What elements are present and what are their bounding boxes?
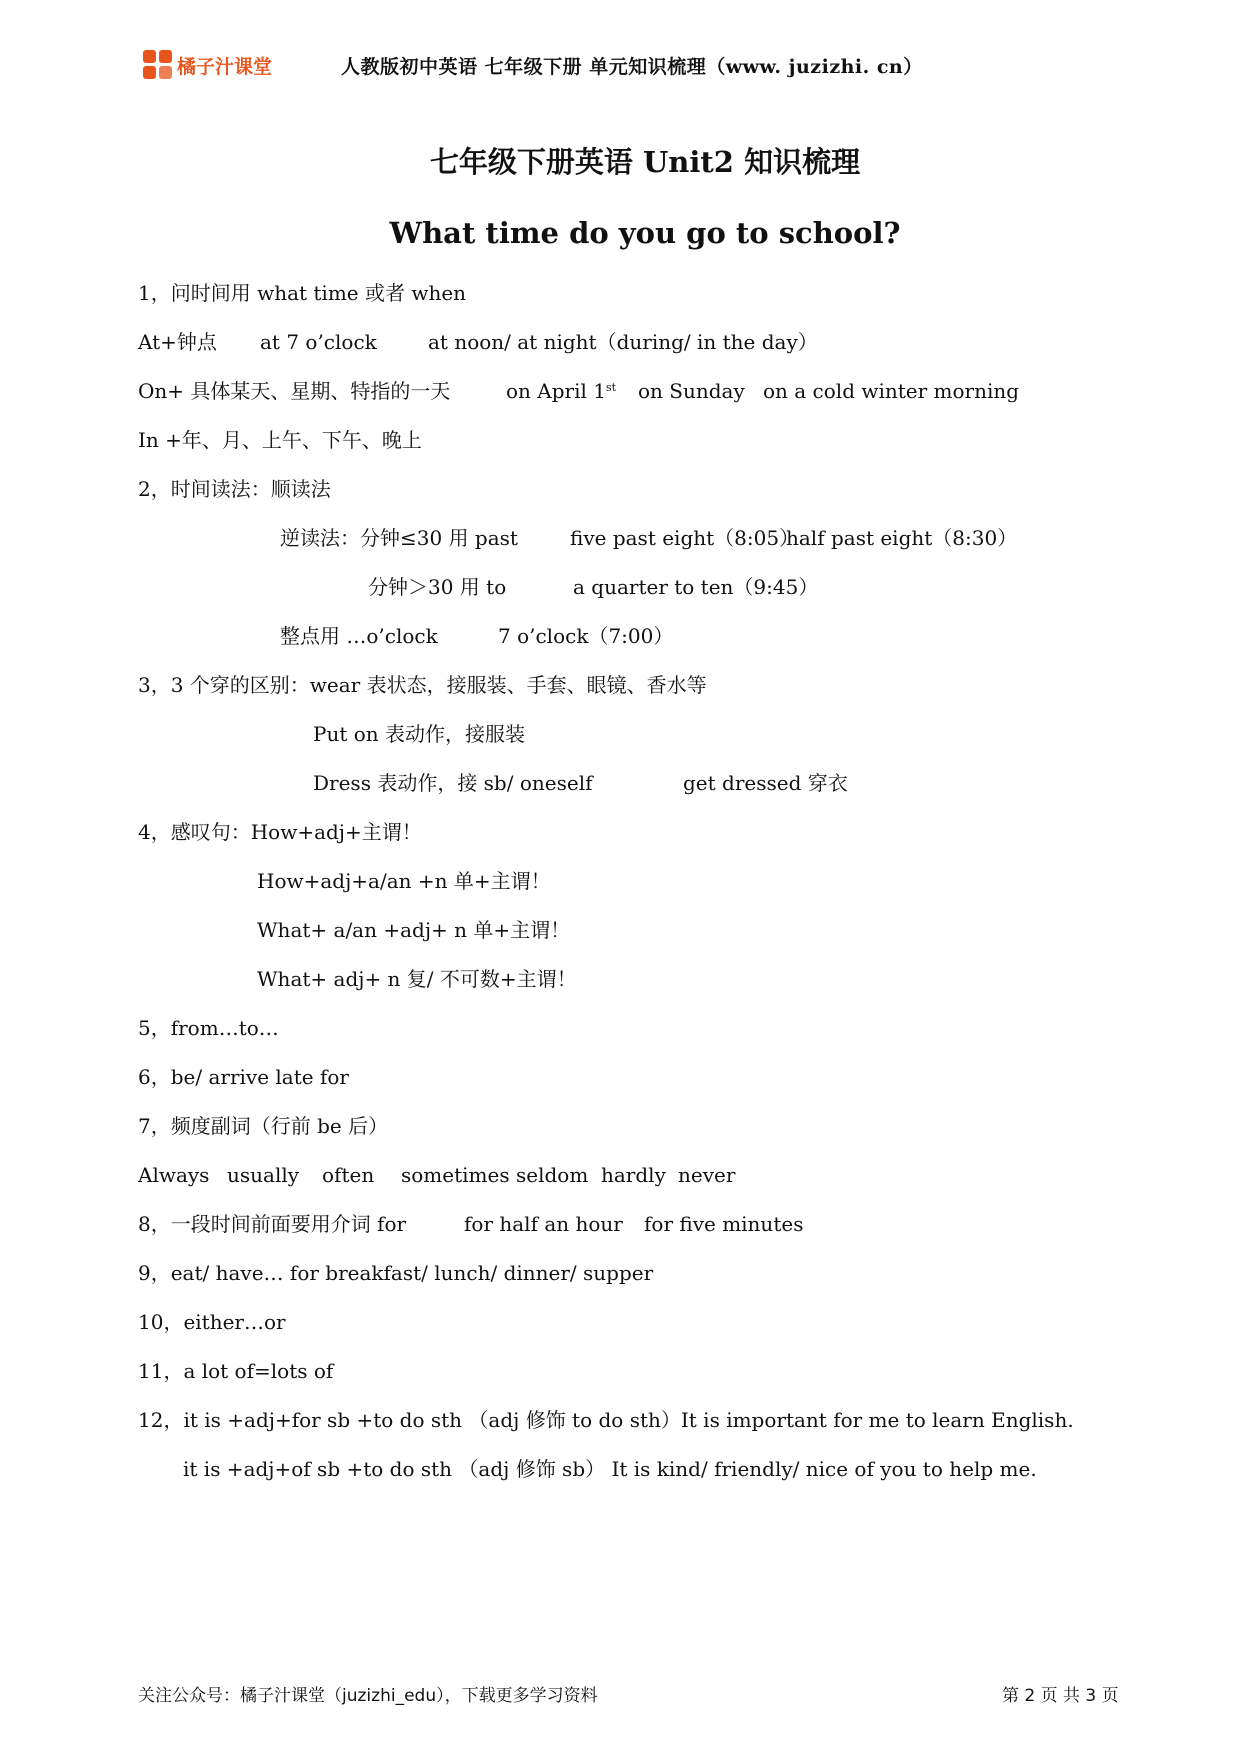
item-1: 1，问时间用 what time 或者 when bbox=[138, 281, 467, 305]
to-example: a quarter to ten（9:45） bbox=[573, 575, 819, 599]
item-11: 11，a lot of=lots of bbox=[138, 1359, 334, 1383]
item-2: 2，时间读法：顺读法 bbox=[138, 477, 331, 501]
adverb: usually bbox=[227, 1163, 300, 1187]
item-9: 9，eat/ have… for breakfast/ lunch/ dinner/ supper bbox=[138, 1261, 654, 1285]
reverse-rule: 逆读法：分钟≤30 用 past bbox=[280, 526, 518, 550]
exclamation-2: How+adj+a/an +n 单+主谓！ bbox=[257, 869, 551, 893]
for-example-2: for five minutes bbox=[644, 1212, 804, 1236]
on-example-3: on a cold winter morning bbox=[763, 379, 1020, 403]
item-in-line: In +年、月、上午、下午、晚上 bbox=[138, 428, 422, 452]
item-7: 7，频度副词（行前 be 后） bbox=[138, 1114, 389, 1138]
page-number: 第 2 页 共 3 页 bbox=[1002, 1686, 1119, 1706]
on-example-1-text: on April 1 bbox=[506, 379, 606, 403]
page-subtitle: What time do you go to school? bbox=[389, 216, 901, 250]
adverb: often bbox=[322, 1163, 375, 1187]
on-example-2: on Sunday bbox=[638, 379, 745, 403]
to-rule: 分钟＞30 用 to bbox=[368, 575, 507, 599]
at-example-1: at 7 o’clock bbox=[260, 330, 377, 354]
adverb: Always bbox=[138, 1163, 210, 1187]
at-example-2: at noon/ at night（during/ in the day） bbox=[428, 330, 818, 354]
at-rule: At+钟点 bbox=[138, 330, 217, 354]
on-rule: On+ 具体某天、星期、特指的一天 bbox=[138, 379, 451, 403]
for-rule: 8，一段时间前面要用介词 for bbox=[138, 1212, 407, 1236]
item-10: 10，either…or bbox=[138, 1310, 286, 1334]
logo bbox=[143, 48, 275, 84]
on-example-1 bbox=[506, 378, 616, 404]
oclock-rule: 整点用 …o’clock bbox=[280, 624, 438, 648]
item-5: 5，from…to… bbox=[138, 1016, 279, 1040]
exclamation-3: What+ a/an +adj+ n 单+主谓！ bbox=[257, 918, 571, 942]
on-example-1-sup: st bbox=[605, 381, 617, 394]
adverb: hardly bbox=[601, 1163, 666, 1187]
adverb: sometimes bbox=[401, 1163, 510, 1187]
adverb: never bbox=[678, 1163, 736, 1187]
reverse-example-2: half past eight（8:30） bbox=[786, 526, 1018, 550]
dress-rule: Dress 表动作，接 sb/ oneself bbox=[313, 771, 593, 795]
reverse-example-1: five past eight（8:05） bbox=[570, 526, 800, 550]
page-title: 七年级下册英语 Unit2 知识梳理 bbox=[429, 145, 861, 179]
header-title: 人教版初中英语 七年级下册 单元知识梳理（www. juzizhi. cn） bbox=[341, 56, 923, 78]
page-header bbox=[143, 48, 1143, 84]
item-6: 6，be/ arrive late for bbox=[138, 1065, 349, 1089]
item-12: 12，it is +adj+for sb +to do sth （adj 修饰 to do sth）It is important for me to learn English. bbox=[138, 1408, 1074, 1432]
footer-note: 关注公众号：橘子汁课堂（juzizhi_edu），下载更多学习资料 bbox=[138, 1686, 598, 1706]
adverb: seldom bbox=[516, 1163, 589, 1187]
item-12-second-line: it is +adj+of sb +to do sth （adj 修饰 sb） It is kind/ friendly/ nice of you to help me. bbox=[183, 1457, 1037, 1481]
dress-example: get dressed 穿衣 bbox=[683, 771, 848, 795]
logo-icon bbox=[143, 50, 173, 80]
item-4: 4，感叹句：How+adj+主谓！ bbox=[138, 820, 422, 844]
item-3: 3，3 个穿的区别：wear 表状态，接服装、手套、眼镜、香水等 bbox=[138, 673, 707, 697]
for-example-1: for half an hour bbox=[464, 1212, 623, 1236]
exclamation-4: What+ adj+ n 复/ 不可数+主谓！ bbox=[257, 967, 577, 991]
put-on-line: Put on 表动作，接服装 bbox=[313, 722, 526, 746]
oclock-example: 7 o’clock（7:00） bbox=[498, 624, 674, 648]
logo-text: 橘子汁课堂 bbox=[177, 56, 273, 78]
